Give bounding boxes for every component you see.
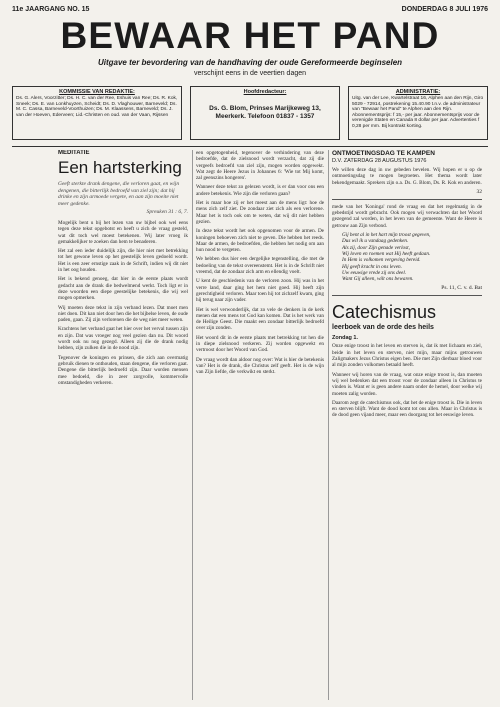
article-paragraph: Het zal een ieder duidelijk zijn, die hier niet met betrekking tot het gewone leven op het geestelijk leven gedoeld wordt. Het is een zeer ernstige zaak in de Schrift, indien wij dit niet in het oog houden.: [58, 248, 188, 274]
masthead-subtitle: Uitgave ter bevordering van de handhaving der oude Gereformeerde beginselen: [97, 58, 403, 67]
editor-box: [190, 86, 340, 140]
event-text: We willen deze dag in uw gebeden bevelen. Wij hopen er u op de ontmoetingsdag te mogen begroeten. Het thema wordt later bekendgemaakt. Sprekers zijn o.a. Ds. G. Blom, Ds. R. Kok en anderen.: [332, 167, 482, 186]
issue-number: 11e JAARGANG NO. 15: [12, 6, 90, 13]
catechism-subtitle: leerboek van de orde des heils: [332, 324, 434, 332]
column-separator: [328, 150, 329, 700]
article-paragraph: Tegenover de koningen en prinsen, die zich aan overmatig gebruik dienen te onthouden, staan dengene, die verloren gaat. Dengene die bitterlijk bedroefd zijn. Daar worden mensen mee bedoeld, die in zeer zorgvolle, kommervolle omstandigheden verkeren.: [58, 354, 188, 386]
article-paragraph: Het is bekend genoeg, dat hier in de eerste plaats wordt gedacht aan de drank die bedwelmend werkt. Toch ligt er in deze woorden een diepe geestelijke betekenis, die wij wel mogen opmerken.: [58, 276, 188, 302]
poem-reference: Ps. 11, C. v. d. Bat: [441, 285, 482, 292]
header-info-boxes: [12, 86, 488, 140]
poem-line: Als zij, door Zijn genade verlost,: [342, 244, 410, 251]
zondag-label: Zondag 1.: [332, 335, 358, 342]
article-paragraph: Wanneer wij horen van de vraag, wat onze enige troost is, dan moeten wij wel bedenken dat een troost voor de zondaar alleen in Christus te vinden is. Want er is geen andere naam onder de hemel, door welke wij moeten zalig worden.: [332, 371, 482, 397]
masthead-tagline: verschijnt eens in de veertien dagen: [193, 70, 307, 77]
article-paragraph: Mogelijk bent u bij het lezen van uw bijbel ook wel eens tegen deze tekst opgebotst en heeft u zich de vraag gesteld, wat dit toch wel moest betekenen. Wij later vroeg ik gemakkelijker te zoeken dan hem te benaderen.: [58, 220, 188, 245]
article-paragraph: U kent de geschiedenis van de verloren zoon. Hij was in het verre land, daar ging het hem niet goed. Hij heeft zijn gerechtigheid verloren. Maar toen hij tot zichzelf kwam, ging hij terug naar zijn vader.: [196, 278, 324, 304]
article-paragraph: Het woord dit in de eerste plaats met betrekking tot hen die in diepe zielsnood verkeren. Zij worden opgewekt en vertroost door het Woord van God.: [196, 334, 324, 354]
poem-line: Wij loven en roemen wat Hij heeft gedaan.: [342, 250, 431, 257]
editor-title: Hoofdredacteur:: [243, 89, 287, 95]
masthead-title: BEWAAR HET PAND: [60, 15, 440, 56]
poem-line: Want Gij alleen, wilt ons bewaren.: [342, 276, 414, 283]
poem-line: Dus wil ik u vandaag gedenken.: [342, 238, 409, 245]
administration-title: ADMINISTRATIE:: [395, 89, 441, 95]
poem-line: Hij geeft kracht in ons leven.: [342, 263, 402, 270]
article-paragraph: Wanneer deze tekst zo gelezen wordt, is er dan voor ons een andere betekenis. Wie zijn die verloren gaan?: [196, 184, 324, 197]
issue-date: DONDERDAG 8 JULI 1976: [401, 6, 488, 13]
article-paragraph: Wij moeten deze tekst in zijn verband lezen. Dat moet men niet doen. Dit kan niet door hen die het bijbelse leven, de oude paden, gaan. Zij zijn verlorenen die de weg niet meer weten.: [58, 304, 188, 324]
article-paragraph: Het is maar hoe zij er het meest aan de mens ligt: hoe de mens zich zelf ziet. De zondaar ziet zich als een verlorene. Maar het is toch ook om te weten, dat wij dit niet hebben gezien.: [196, 200, 324, 225]
article-paragraph: Daarom zegt de catechismus ook, dat het de enige troost is. Die in leven en sterven blijft. Want de dood komt tot ons allen. Maar in Christus is de dood geen vijand meer, maar een doorgang tot het eeuwige leven.: [332, 399, 482, 419]
article-paragraph: Het is wel verwonderlijk, dat zo vele de denkers in de kerk menen dat een mens tot God kan komen. Dat is het werk van de Heilige Geest. Die maakt een zondaar bitterlijk bedroefd over zijn zonden.: [196, 306, 324, 332]
poem-line: Gij bent al in het hart mijn troost gegeven,: [342, 232, 431, 239]
article-paragraph: mede van het 'Koninga' rond de vraag en dat het regelmatig in de gebedstijd wordt gebracht. Ook mogen wij verwachten dat het Woord gezegend zal worden, in het leven van de gemeente. Want de Heere is getrouw aan Zijn verbond.: [332, 203, 482, 229]
poem: [342, 232, 482, 282]
poem-line: Uw eeuwige vrede zij ons deel.: [342, 269, 407, 276]
continuation-column: [196, 150, 324, 701]
administration-box: [348, 86, 488, 140]
section-kicker: MEDITATIE: [58, 150, 90, 156]
event-title: ONTMOETINGSDAG TE KAMPEN: [332, 150, 435, 157]
meditation-column: [58, 150, 188, 701]
article-paragraph: Onze enige troost in het leven en sterven is, dat ik met lichaam en ziel, beide in het leven en sterven, niet mijn, maar mijns getrouwen Zaligmakers Jezus Christus eigen ben. Die met Zijn dierbaar bloed voor al mijn zonden volkomen betaald heeft.: [332, 343, 482, 369]
poem-line: In Hem is volkomen vergeving bereid.: [342, 257, 421, 264]
administration-text: Uitg. van der Lee, Kwartelstraat 16, Alphen aan den Rijn, Giro 5029 - 72914, postrekening 15.40.90 t.n.v. de administrateur van "Bewaar het Pand" te Alphen aan den Rijn. Abonnementsprijs: f 15,- per jaar. Abonnementsprijs voor de verenigde Staten en Canada 8 dollar per jaar. Advertenties f 0,28 per mm. Bij kontrakt korting.: [352, 96, 484, 129]
page-number: 32: [476, 188, 482, 195]
editor-text: Ds. G. Blom, Prinses Marijkeweg 13, Meerkerk. Telefoon 01837 - 1357: [209, 105, 321, 120]
article-paragraph: Krachtens het verband gaat het hier over het verval tussen zijn en zijn. Dat was vroeger nog veel gezien dan nu. Dit woord wordt ook nu nog gezegd. Alleen zij die de drank nodig hebben, zijn zulken die in de nood zijn.: [58, 326, 188, 352]
editorial-board-text: Ds. G. Alers, Voorzitter; Ds. H. C. van der Ree, Eshuis van Ree; Ds. R. Kok, Sneek; Ds. E. van Lonkhuyzen, Scheidt; Ds. D. Vlaghouwer, Barneveld; Ds. M. C. Cassa, Barneveld-Voorthuizen; Ds. M. Klaassens, Barneveld; Ds. J. van der Hoeven, Ederveen; Lid.-Christen en oud. van der Vaan, Rijssen: [16, 96, 178, 118]
right-column: [332, 150, 482, 701]
section-rule: [332, 199, 482, 200]
column-separator: [192, 150, 193, 700]
article-paragraph: een opgetogenheid, tegenover de verhindering van deze bedroefde, dat de zielsnood wordt verzacht, dat zij die vergeefs bedroefd van ziel zijn, mogen worden opgewekt. Wat zegt de Heere Jezus in Johannes 6: 'Wie tot Mij komt, zal geenszins hongeren'.: [196, 150, 324, 182]
catechism-headline: Catechismus: [332, 302, 437, 323]
editorial-board-box: [12, 86, 182, 140]
article-paragraph: De vraag wordt dan aldoor nog over: Wat is hier de betekenis van? Het is de drank, die Christus zelf geeft. Het is de wijn van Zijn liefde, die verkwikt en sterkt.: [196, 356, 324, 376]
scripture-reference: Spreuken 31 : 6, 7.: [146, 209, 188, 215]
epigraph: Geeft sterkte drank dengene, die verloren gaat, en wijn dengenen, die bitterlijk bedroefd van ziel zijn; dat hij drinke en zijn armoede vergete, en aan zijn moeite niet meer gedenke.: [58, 181, 180, 207]
editorial-board-title: KOMMISSIE VAN REDAKTIE:: [59, 89, 135, 95]
article-paragraph: In deze tekst wordt het ook opgenomen voor de armen. De koningen behoeven zich niet te geven. Die hebben het reeds. Maar de armen, de bedroefden, die hebben het nodig om aan hun nood te vergeten.: [196, 228, 324, 254]
header-rule: [12, 146, 488, 147]
event-date: D.V. ZATERDAG 28 AUGUSTUS 1976: [332, 158, 427, 164]
article-headline: Een hartsterking: [58, 158, 182, 177]
article-paragraph: We hebben dus hier een dergelijke tegenstelling, die met de bedoeling van de tekst overeenstemt. Het is in de Schrift niet vreemd, dat de zondaar zich arm en ellendig voelt.: [196, 256, 324, 276]
section-rule: [332, 295, 482, 296]
